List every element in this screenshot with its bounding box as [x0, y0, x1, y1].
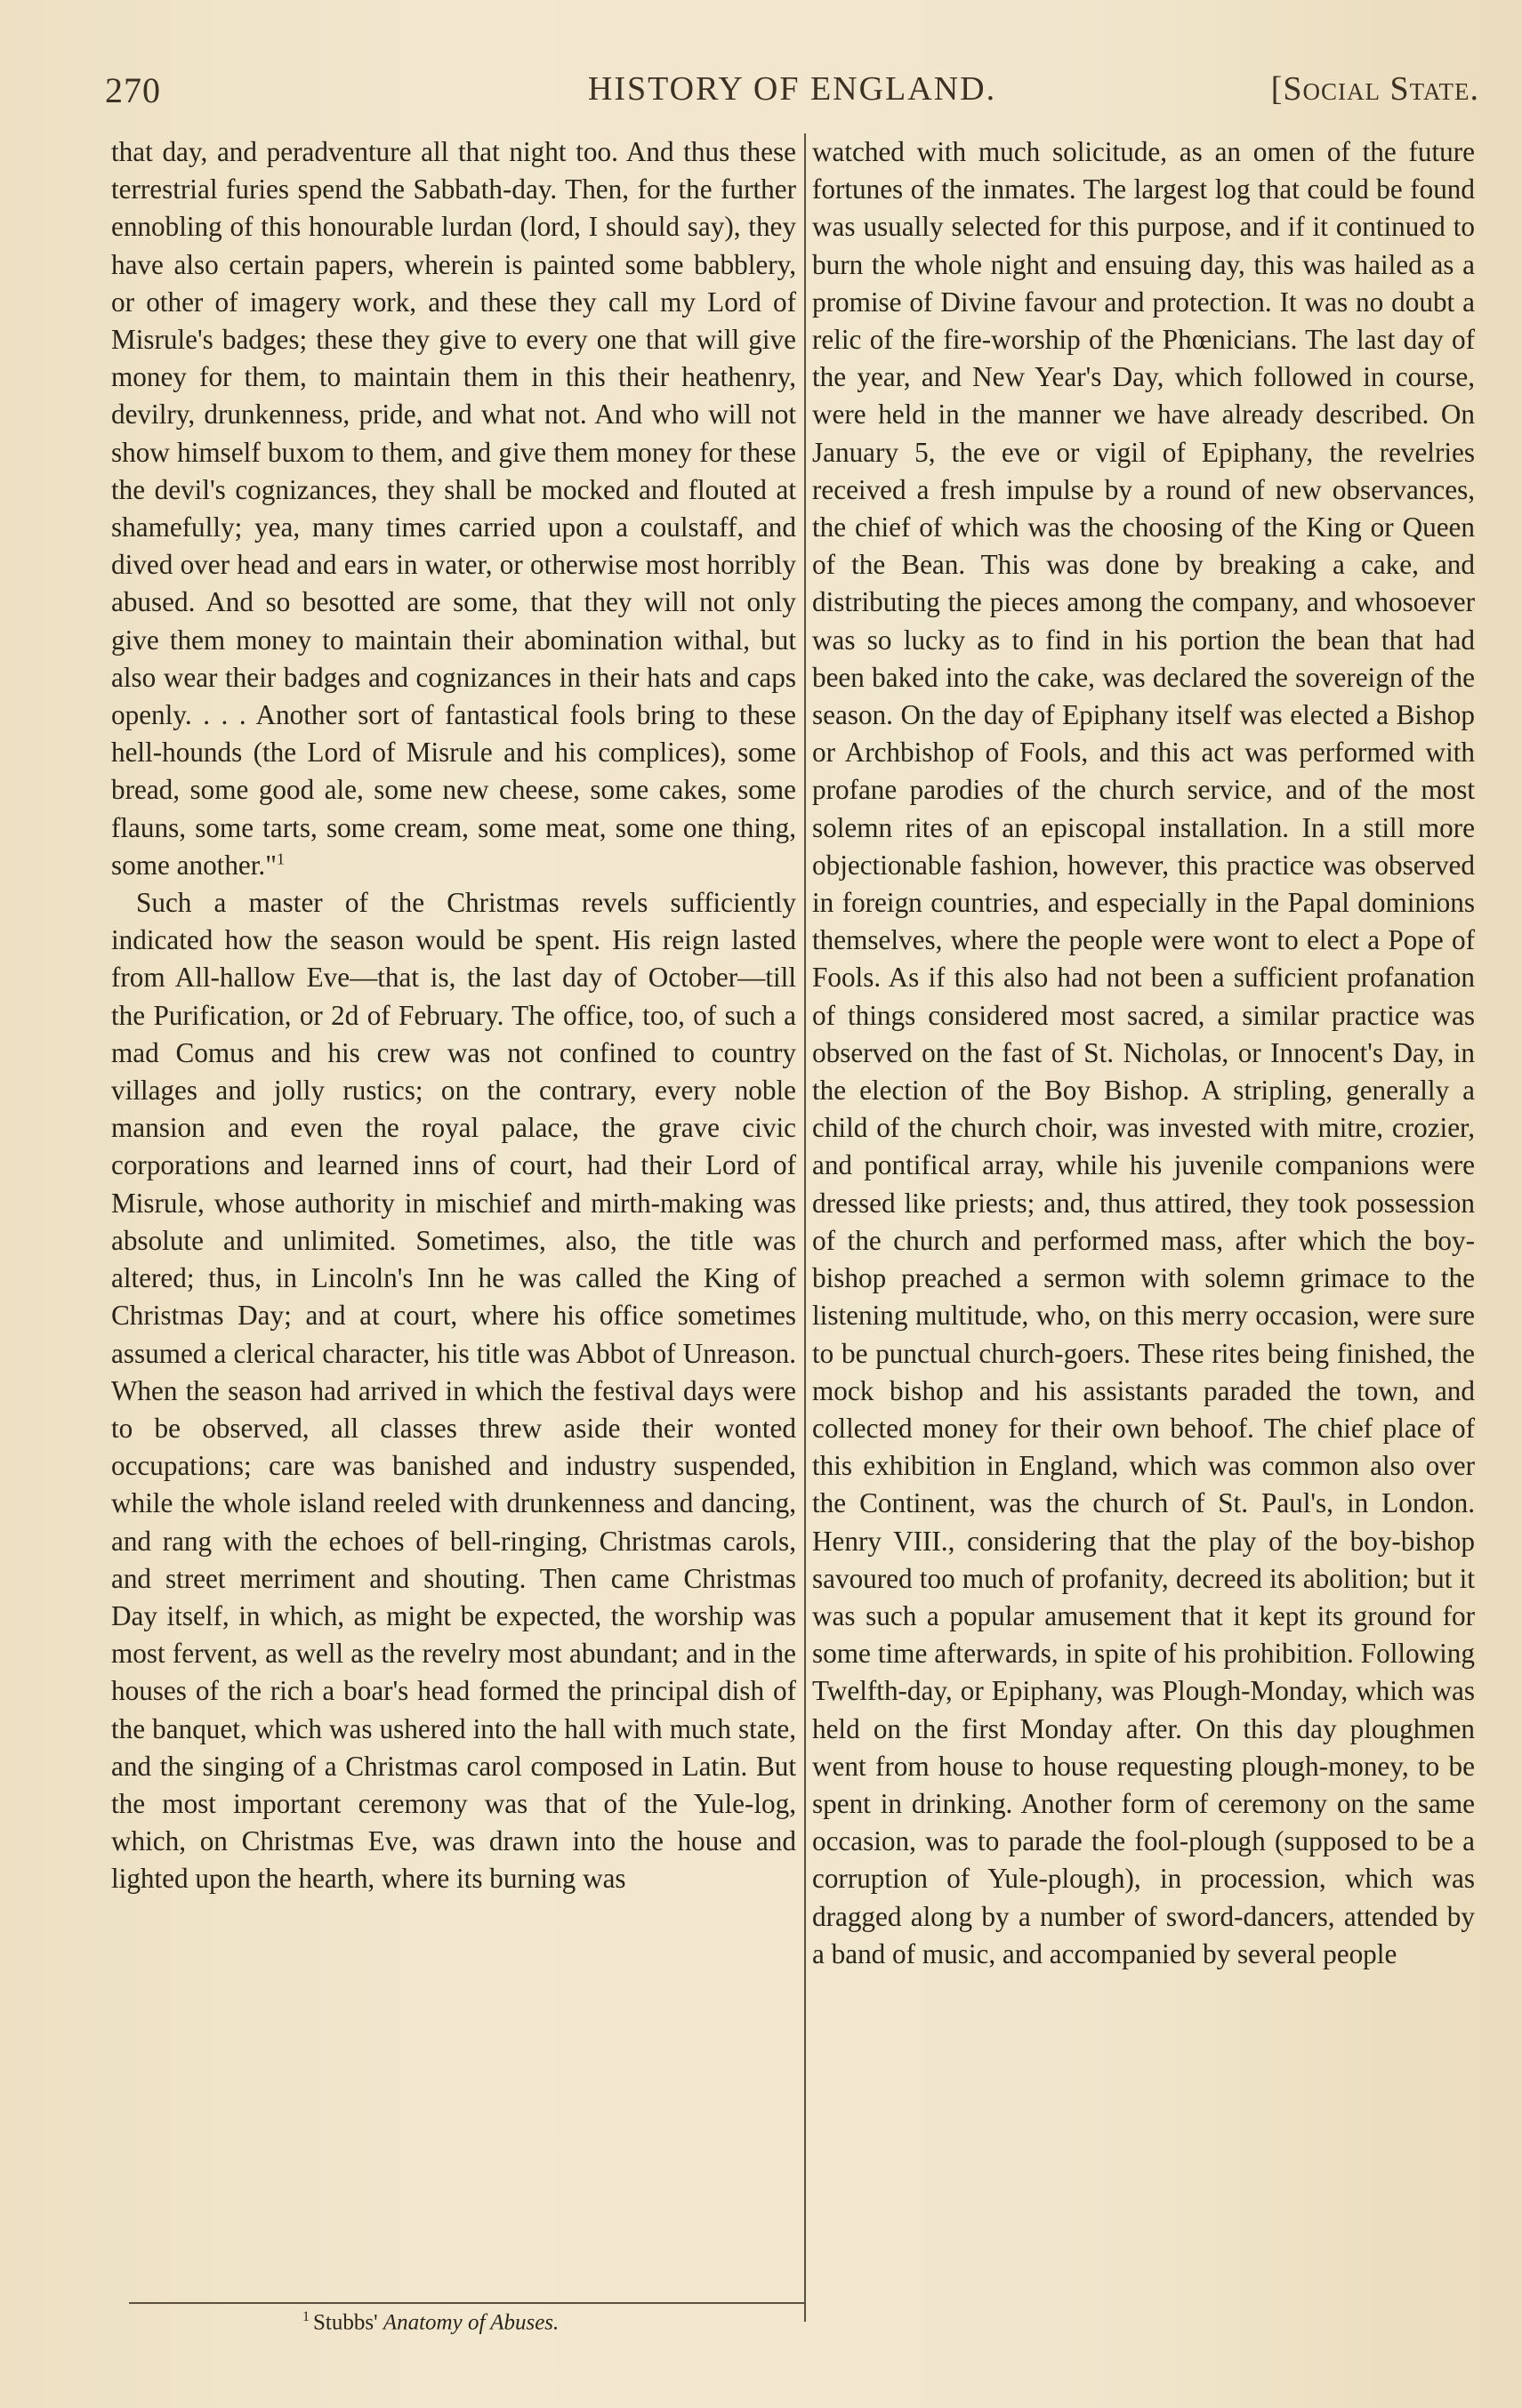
right-column [812, 133, 1475, 1973]
footnote-work-title: Anatomy of Abuses. [383, 2310, 560, 2335]
running-header [105, 62, 1479, 116]
footnote-reference[interactable]: 1 [276, 850, 285, 868]
paragraph-quotation-text: that day, and peradventure all that night too. And thus these terrestrial furies spend the Sabbath-day. Then, for the further ennobling of this honourable lurdan (lord, I should say), they have also certain papers, wherein is painted some babblery, or other of imagery work, and these they call my Lord of Misrule's badges; these they give to every one that will give money for them, to maintain them in this their heathenry, devilry, drunkenness, pride, and what not. And who will not show himself buxom to them, and give them money for these the devil's cognizances, they shall be mocked and flouted at shamefully; yea, many times carried upon a coulstaff, and dived over head and ears in water, or otherwise most horribly abused. And so besotted are some, that they will not only give them money to maintain their abomination withal, but also wear their badges and cognizances in their hats and caps openly. . . . Another sort of fantastical fools bring to these hell-hounds (the Lord of Misrule and his complices), some bread, some good ale, some new cheese, some cakes, some flauns, some tarts, some cream, some meat, some one thing, some another." [111, 136, 796, 881]
column-divider [804, 133, 806, 2322]
section-title: [Social State. [1270, 70, 1479, 108]
footnote-mark: 1 [302, 2309, 310, 2324]
paragraph-lord-of-misrule: Such a master of the Christmas revels sufficiently indicated how the season would be spent. His reign lasted from All-hallow Eve—that is, the last day of October—till the Purification, or 2d of February. The office, too, of such a mad Comus and his crew was not confined to country villages and jolly rustics; on the contrary, every noble mansion and even the royal palace, the grave civic corporations and learned inns of court, had their Lord of Misrule, whose authority in mischief and mirth-making was absolute and unlimited. Sometimes, also, the title was altered; thus, in Lincoln's Inn he was called the King of Christmas Day; and at court, where his office sometimes assumed a clerical character, his title was Abbot of Unreason. When the season had arrived in which the festival days were to be observed, all classes threw aside their wonted occupations; care was banished and industry suspended, while the whole island reeled with drunkenness and dancing, and rang with the echoes of bell-ringing, Christmas carols, and street merriment and shouting. Then came Christmas Day itself, in which, as might be expected, the worship was most fervent, as well as the revelry most abundant; and in the houses of the rich a boar's head formed the principal dish of the banquet, which was ushered into the hall with much state, and the singing of a Christmas carol composed in Latin. But the most important ceremony was that of the Yule-log, which, on Christmas Eve, was drawn into the house and lighted upon the hearth, where its burning was [111, 887, 796, 1895]
footnote [302, 2304, 559, 2336]
paragraph-quotation [111, 133, 796, 884]
footnote-author: Stubbs' [313, 2310, 378, 2335]
page-number: 270 [105, 70, 161, 110]
paragraph-yule-log-continued: watched with much solicitude, as an omen of the future fortunes of the inmates. The largest log that could be found was usually selected for this purpose, and if it continued to burn the whole night and ensuing day, this was hailed as a promise of Divine favour and protection. It was no doubt a relic of the fire-worship of the Phœnicians. The last day of the year, and New Year's Day, which followed in course, were held in the manner we have already described. On January 5, the eve or vigil of Epiphany, the revelries received a fresh impulse by a round of new observances, the chief of which was the choosing of the King or Queen of the Bean. This was done by breaking a cake, and distributing the pieces among the company, and whosoever was so lucky as to find in his portion the bean that had been baked into the cake, was declared the sovereign of the season. On the day of Epiphany itself was elected a Bishop or Archbishop of Fools, and this act was performed with profane parodies of the church service, and of the most solemn rites of an episcopal installation. In a still more objectionable fashion, however, this practice was observed in foreign countries, and especially in the Papal dominions themselves, where the people were wont to elect a Pope of Fools. As if this also had not been a sufficient profanation of things considered most sacred, a similar practice was observed on the fast of St. Nicholas, or Innocent's Day, in the election of the Boy Bishop. A stripling, generally a child of the church choir, was invested with mitre, crozier, and pontifical array, while his juvenile companions were dressed like priests; and, thus attired, they took possession of the church and performed mass, after which the boy-bishop preached a sermon with solemn grimace to the listening multitude, who, on this merry occasion, were sure to be punctual church-goers. These rites being finished, the mock bishop and his assistants paraded the town, and collected money for their own behoof. The chief place of this exhibition in England, which was common also over the Continent, was the church of St. Paul's, in London. Henry VIII., considering that the play of the boy-bishop savoured too much of profanity, decreed its abolition; but it was such a popular amusement that it kept its ground for some time afterwards, in spite of his prohibition. Following Twelfth-day, or Epiphany, was Plough-Monday, which was held on the first Monday after. On this day ploughmen went from house to house requesting plough-money, to be spent in drinking. Another form of ceremony on the same occasion, was to parade the fool-plough (supposed to be a corruption of Yule-plough), in procession, which was dragged along by a number of sword-dancers, attended by a band of music, and accompanied by several people [812, 136, 1475, 1969]
running-title: HISTORY OF ENGLAND. [587, 70, 997, 108]
left-column [111, 133, 796, 1898]
